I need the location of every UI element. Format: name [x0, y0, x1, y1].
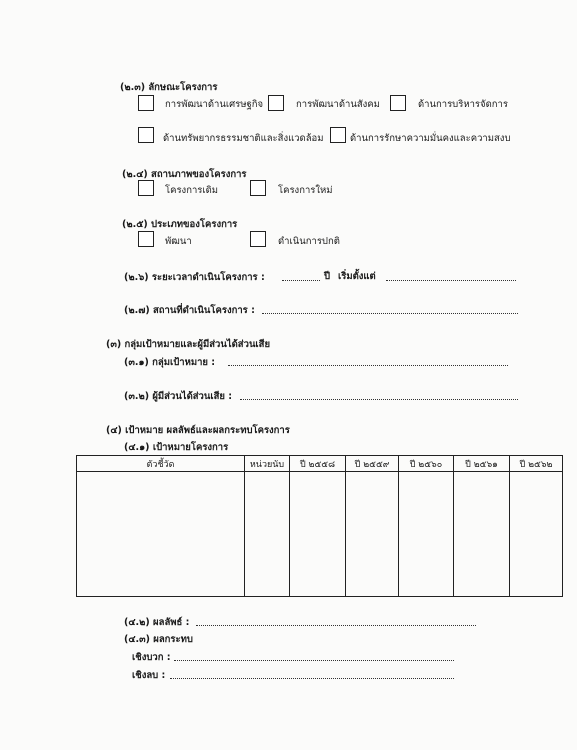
option-economic: การพัฒนาด้านเศรษฐกิจ: [165, 99, 264, 110]
impact-label: (๔.๓) ผลกระทบ: [124, 634, 193, 645]
col-year-2558: ปี ๒๕๕๘: [290, 456, 346, 472]
option-normal-operation: ดำเนินการปกติ: [278, 236, 340, 247]
cell-2561[interactable]: [454, 472, 510, 597]
section-2-7-label: (๒.๗) สถานที่ดำเนินโครงการ :: [124, 305, 255, 316]
location-field[interactable]: [262, 313, 518, 314]
checkbox-social[interactable]: [268, 95, 284, 111]
option-security: ด้านการรักษาความมั่นคงและความสงบ: [350, 133, 511, 144]
cell-2560[interactable]: [399, 472, 454, 597]
outcome-field[interactable]: [196, 625, 476, 626]
positive-impact-field[interactable]: [174, 660, 454, 661]
checkbox-economic[interactable]: [138, 95, 154, 111]
col-year-2559: ปี ๒๕๕๙: [346, 456, 399, 472]
section-2-3-heading: (๒.๓) ลักษณะโครงการ: [120, 82, 218, 93]
section-4-1-heading: (๔.๑) เป้าหมายโครงการ: [124, 442, 229, 453]
option-environment: ด้านทรัพยากรธรรมชาติและสิ่งแวดล้อม: [163, 133, 324, 144]
col-unit: หน่วยนับ: [245, 456, 290, 472]
cell-indicator[interactable]: [77, 472, 245, 597]
year-label: ปี: [324, 271, 331, 282]
col-indicator: ตัวชี้วัด: [77, 456, 245, 472]
checkbox-normal-operation[interactable]: [250, 231, 266, 247]
cell-unit[interactable]: [245, 472, 290, 597]
target-group-label: (๓.๑) กลุ่มเป้าหมาย :: [124, 357, 216, 368]
outcome-label: (๔.๒) ผลลัพธ์ :: [124, 617, 190, 628]
duration-years-field[interactable]: [282, 280, 320, 281]
checkbox-environment[interactable]: [138, 127, 154, 143]
checkbox-security[interactable]: [330, 127, 346, 143]
col-year-2561: ปี ๒๕๖๑: [454, 456, 510, 472]
target-group-field[interactable]: [228, 365, 508, 366]
section-2-4-heading: (๒.๔) สถานภาพของโครงการ: [122, 169, 247, 180]
section-3-heading: (๓) กลุ่มเป้าหมายและผู้มีส่วนได้ส่วนเสีย: [106, 339, 271, 350]
section-4-heading: (๔) เป้าหมาย ผลลัพธ์และผลกระทบโครงการ: [106, 425, 290, 436]
option-development: พัฒนา: [165, 236, 192, 247]
cell-2562[interactable]: [510, 472, 563, 597]
option-existing-project: โครงการเดิม: [165, 185, 219, 196]
cell-2558[interactable]: [290, 472, 346, 597]
negative-label: เชิงลบ :: [132, 670, 166, 681]
start-label: เริ่มตั้งแต่: [338, 271, 376, 282]
option-management: ด้านการบริหารจัดการ: [418, 99, 508, 110]
option-new-project: โครงการใหม่: [278, 185, 333, 196]
checkbox-development[interactable]: [138, 231, 154, 247]
stakeholder-field[interactable]: [240, 399, 518, 400]
section-2-6-label: (๒.๖) ระยะเวลาดำเนินโครงการ :: [124, 272, 265, 283]
target-table: [76, 455, 563, 597]
checkbox-management[interactable]: [390, 95, 406, 111]
col-year-2560: ปี ๒๕๖๐: [399, 456, 454, 472]
section-2-5-heading: (๒.๕) ประเภทของโครงการ: [122, 219, 238, 230]
checkbox-existing-project[interactable]: [138, 180, 154, 196]
option-social: การพัฒนาด้านสังคม: [296, 99, 380, 110]
table-row: [77, 472, 563, 597]
stakeholder-label: (๓.๒) ผู้มีส่วนได้ส่วนเสีย :: [124, 391, 233, 402]
checkbox-new-project[interactable]: [250, 180, 266, 196]
col-year-2562: ปี ๒๕๖๒: [510, 456, 563, 472]
table-header-row: [77, 456, 563, 472]
positive-label: เชิงบวก :: [132, 652, 171, 663]
cell-2559[interactable]: [346, 472, 399, 597]
start-date-field[interactable]: [386, 280, 516, 281]
negative-impact-field[interactable]: [170, 678, 454, 679]
